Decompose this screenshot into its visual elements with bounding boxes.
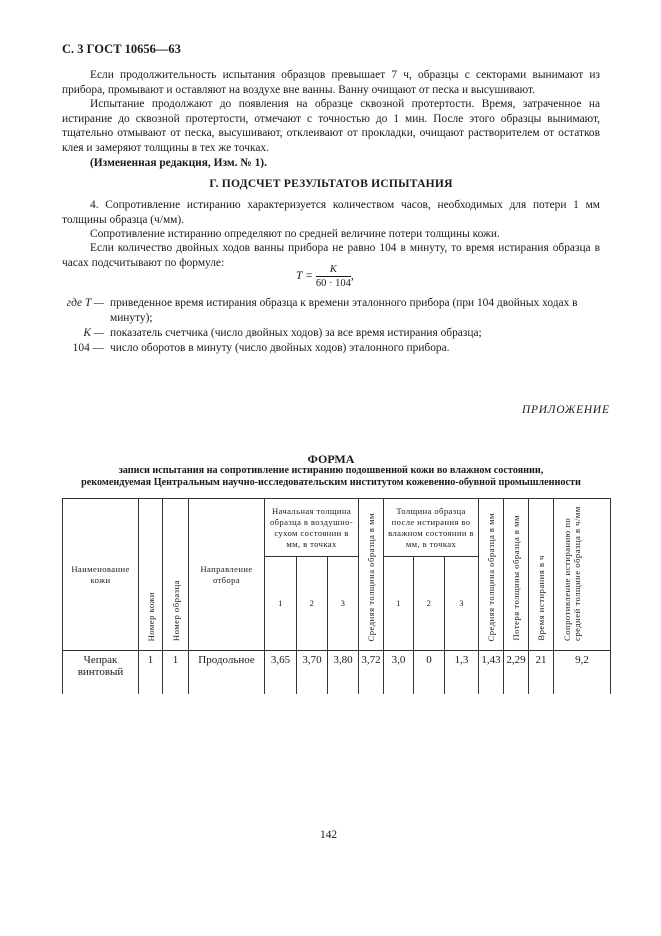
form-title: ФОРМА [307, 452, 355, 466]
paragraph-2: Испытание продолжают до появления на образце сквозной протертости. Время, затраченное на истирание до сквозной протертости, отмечают с точностью до 1 мин. После этого образцы вынимают, тщательно отмывают от песка, высушивают, отклеивают от прокладки, очищают растворителем от остатков клея и замеряют толщины в тех же точках. [62, 98, 600, 154]
cell-time: 21 [529, 651, 554, 695]
paragraph-1: Если продолжительность испытания образцов превышает 7 ч, образцы с секторами вынимают из прибора, промывают и оставляют на воздухе вне ванны. Ванну очищают от песка и высушивают. [62, 69, 600, 96]
cell-after-2: 0 [414, 651, 445, 695]
paragraph-6: Если количество двойных ходов ванны прибора не равно 104 в минуту, то время истирания образца в часах подсчитывают по формуле: [62, 242, 600, 269]
form-subtitle: рекомендуемая Центральным научно-исследовательским институтом кожевенно-обувной промышленности [81, 477, 581, 488]
col-header-leather-no: Номер кожи [139, 499, 163, 651]
col-header-abrasion-time: Время истирания в ч [529, 499, 554, 651]
cell-after-3: 1,3 [445, 651, 479, 695]
col-header-point: 1 [384, 557, 414, 651]
col-header-avg-thickness: Средняя толщина образца в мм [359, 499, 384, 651]
document-header: С. 3 ГОСТ 10656—63 [62, 42, 181, 56]
table-row [63, 651, 611, 695]
page-number: 142 [320, 829, 338, 841]
col-header-point: 2 [414, 557, 445, 651]
cell-resistance: 9,2 [554, 651, 611, 695]
col-header-name: Наименование кожи [63, 499, 139, 651]
col-header-point: 3 [328, 557, 359, 651]
legend-symbol: K — [83, 327, 104, 339]
cell-after-1: 3,0 [384, 651, 414, 695]
paragraph-5: Сопротивление истиранию определяют по средней величине потери толщины кожи. [90, 228, 500, 240]
col-header-point: 3 [445, 557, 479, 651]
col-header-thickness-loss: Потеря толщины образца в мм [504, 499, 529, 651]
formula [296, 263, 354, 290]
col-header-avg-thickness-after: Средняя толщина образца в мм [479, 499, 504, 651]
col-header-initial-thickness: Начальная толщина образца в воздушно-сухом состоянии в мм, в точках [265, 499, 359, 557]
legend-text: число оборотов в минуту (число двойных ходов) эталонного прибора. [110, 342, 450, 354]
cell-initial-1: 3,65 [265, 651, 297, 695]
cell-avg-after: 1,43 [479, 651, 504, 695]
formula-denominator: 60 · 104 [315, 278, 351, 289]
paragraph-4: 4. Сопротивление истиранию характеризуется количеством часов, необходимых для потери 1 мм толщины образца (ч/мм). [62, 199, 600, 226]
formula-fraction [316, 263, 351, 290]
legend-text: показатель счетчика (число двойных ходов) за все время истирания образца; [110, 327, 482, 339]
col-header-after-thickness: Толщина образца после истирания во влажном состоянии в мм, в точках [384, 499, 479, 557]
cell-initial-2: 3,70 [297, 651, 328, 695]
section-title: Г. ПОДСЧЕТ РЕЗУЛЬТАТОВ ИСПЫТАНИЯ [209, 177, 453, 190]
cell-loss: 2,29 [504, 651, 529, 695]
cell-sample-no: 1 [163, 651, 189, 695]
cell-name: Чепрак винтовый [63, 651, 139, 695]
cell-direction: Продольное [189, 651, 265, 695]
formula-tail: , [350, 269, 354, 283]
col-header-point: 1 [265, 557, 297, 651]
cell-leather-no: 1 [139, 651, 163, 695]
appendix-label: ПРИЛОЖЕНИЕ [522, 404, 610, 416]
col-header-point: 2 [297, 557, 328, 651]
legend-text: приведенное время истирания образца к времени эталонного прибора (при 104 двойных ходах в минуту); [110, 297, 578, 324]
cell-initial-3: 3,80 [328, 651, 359, 695]
amendment-note: (Измененная редакция, Изм. № 1). [90, 157, 267, 169]
col-header-resistance: Сопротивление истиранию по средней толщине образца в ч/мм [554, 499, 611, 651]
col-header-direction: Направление отбора [189, 499, 265, 651]
formula-lhs: T = [296, 269, 313, 283]
legend-symbol: 104 — [72, 342, 104, 354]
col-header-sample-no: Номер образца [163, 499, 189, 651]
formula-numerator: K [316, 263, 351, 277]
cell-avg: 3,72 [359, 651, 384, 695]
test-record-table [62, 498, 611, 694]
form-subtitle: записи испытания на сопротивление истиранию подошвенной кожи во влажном состоянии, [118, 465, 544, 476]
legend-symbol: где T — [66, 297, 104, 309]
